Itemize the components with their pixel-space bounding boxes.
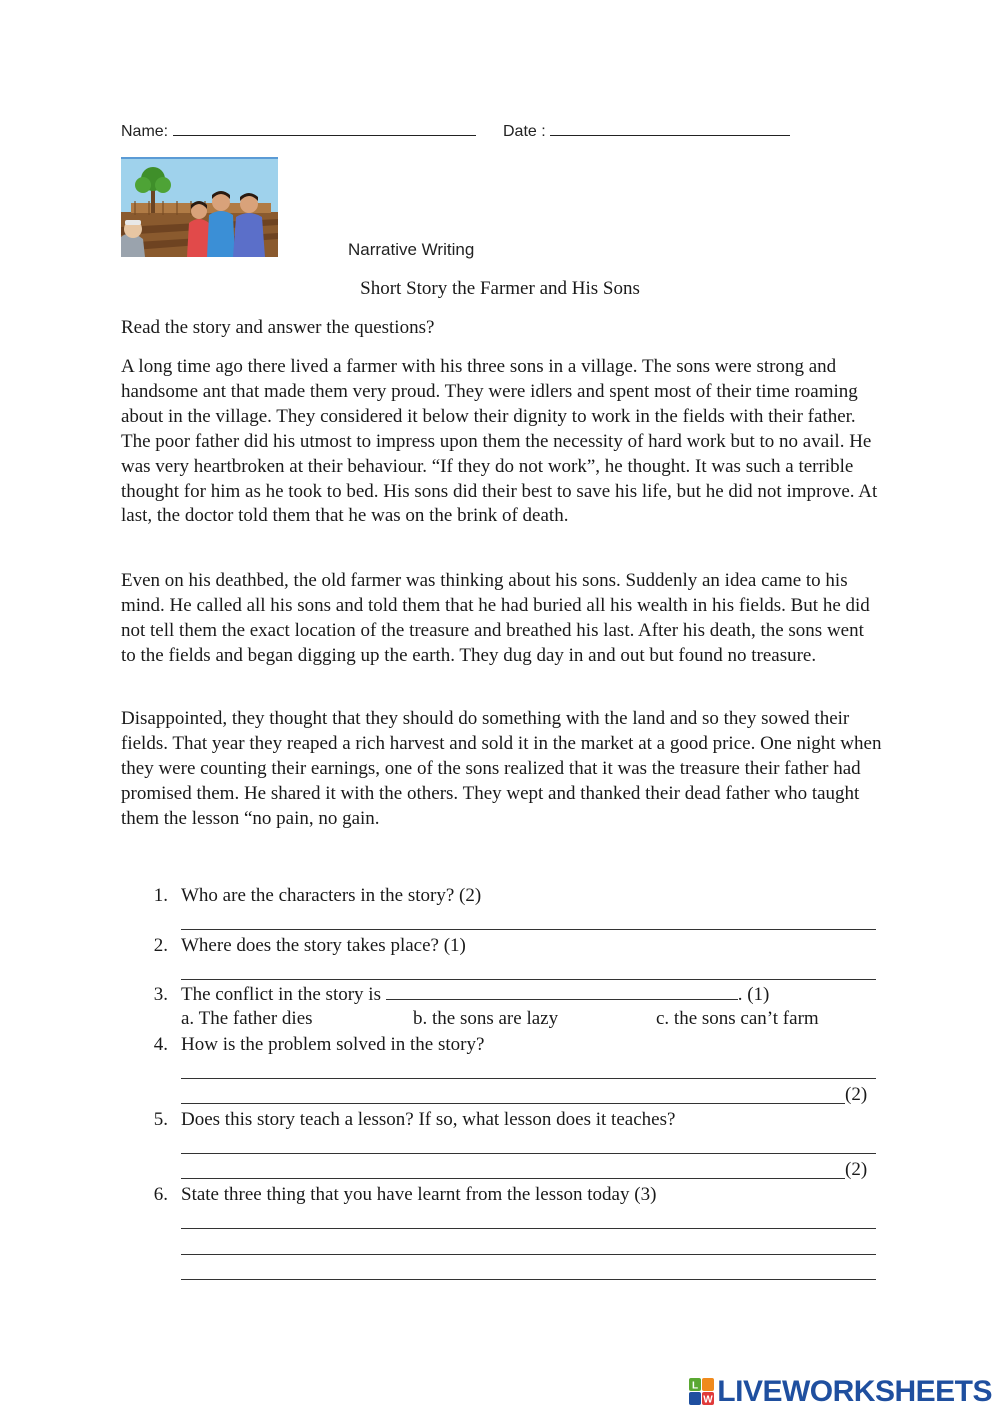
liveworksheets-wordmark[interactable]: LIVEWORKSHEETS [717,1375,992,1408]
answer-line-q6-3[interactable] [181,1279,876,1280]
answer-line-q6-1[interactable] [181,1228,876,1229]
answer-line-q5-1[interactable] [181,1153,876,1154]
question-text: Does this story teach a lesson? If so, what lesson does it teaches? [181,1109,676,1130]
question-text: Where does the story takes place? (1) [181,935,466,956]
story-paragraph-3: Disappointed, they thought that they should do something with the land and so they sowed their fields. That year they reaped a rich harvest and sold it in the market at a good price. One night when they were counting their earnings, one of the sons realized that it was the treasure their father had promised them. He shared it with the others. They wept and thanked their dead father who taught them the lesson “no pain, no gain. [121,708,882,829]
question-text: How is the problem solved in the story? [181,1034,485,1055]
answer-line-q5-2[interactable] [181,1178,845,1179]
question-text: The conflict in the story is [181,984,386,1005]
answer-line-q2[interactable] [181,979,876,980]
name-input-line[interactable] [173,121,476,136]
answer-line-q1[interactable] [181,929,876,930]
svg-text:W: W [703,1394,714,1406]
date-input-line[interactable] [550,121,790,136]
svg-text:L: L [692,1380,699,1392]
liveworksheets-logo-icon [689,1378,715,1406]
answer-line-q4-1[interactable] [181,1078,876,1079]
option-c[interactable]: c. the sons can’t farm [656,1008,819,1029]
name-field-row [121,121,476,141]
farmer-and-sons-illustration [121,157,278,257]
question-number: 3. [153,984,168,1005]
answer-line-q4-2[interactable] [181,1103,845,1104]
answer-line-q6-2[interactable] [181,1254,876,1255]
mark-q4: (2) [845,1084,868,1105]
question-mark-text: . (1) [737,984,770,1005]
question-number: 6. [153,1184,168,1205]
instructions: Read the story and answer the questions? [121,317,435,338]
option-a[interactable]: a. The father dies [181,1008,313,1029]
question-text: State three thing that you have learnt from the lesson today (3) [181,1184,657,1205]
mark-q5: (2) [845,1159,868,1180]
question-number: 1. [153,885,168,906]
story-paragraph-2: Even on his deathbed, the old farmer was thinking about his sons. Suddenly an idea came to his mind. He called all his sons and told them that he had buried all his wealth in his fields. But he did not tell them the exact location of the treasure and breathed his last. After his death, the sons went to the fields and began digging up the earth. They dug day in and out but found no treasure. [121,570,870,666]
fill-in-blank-q3[interactable] [386,983,738,1000]
option-b[interactable]: b. the sons are lazy [413,1008,559,1029]
question-number: 5. [153,1109,168,1130]
genre-title: Narrative Writing [348,240,475,259]
name-label: Name: [121,123,169,140]
question-text: Who are the characters in the story? (2) [181,885,482,906]
question-number: 2. [153,935,168,956]
date-field-row [503,121,790,141]
liveworksheets-brand [689,1376,992,1408]
story-paragraph-1: A long time ago there lived a farmer with his three sons in a village. The sons were strong and handsome ant that made them very proud. They were idlers and spent most of their time roaming about in the village. They considered it below their dignity to work in the fields with their father. The poor father did his utmost to impress upon them the necessity of hard work but to no avail. He was very heartbroken at their behaviour. “If they do not work”, he thought. It was such a terrible thought for him as he took to bed. His sons did their best to save his life, but he did not improve. At last, the doctor told them that he was on the brink of death. [121,356,878,527]
question-number: 4. [153,1034,168,1055]
date-label: Date : [503,123,546,140]
story-title: Short Story the Farmer and His Sons [360,278,640,299]
